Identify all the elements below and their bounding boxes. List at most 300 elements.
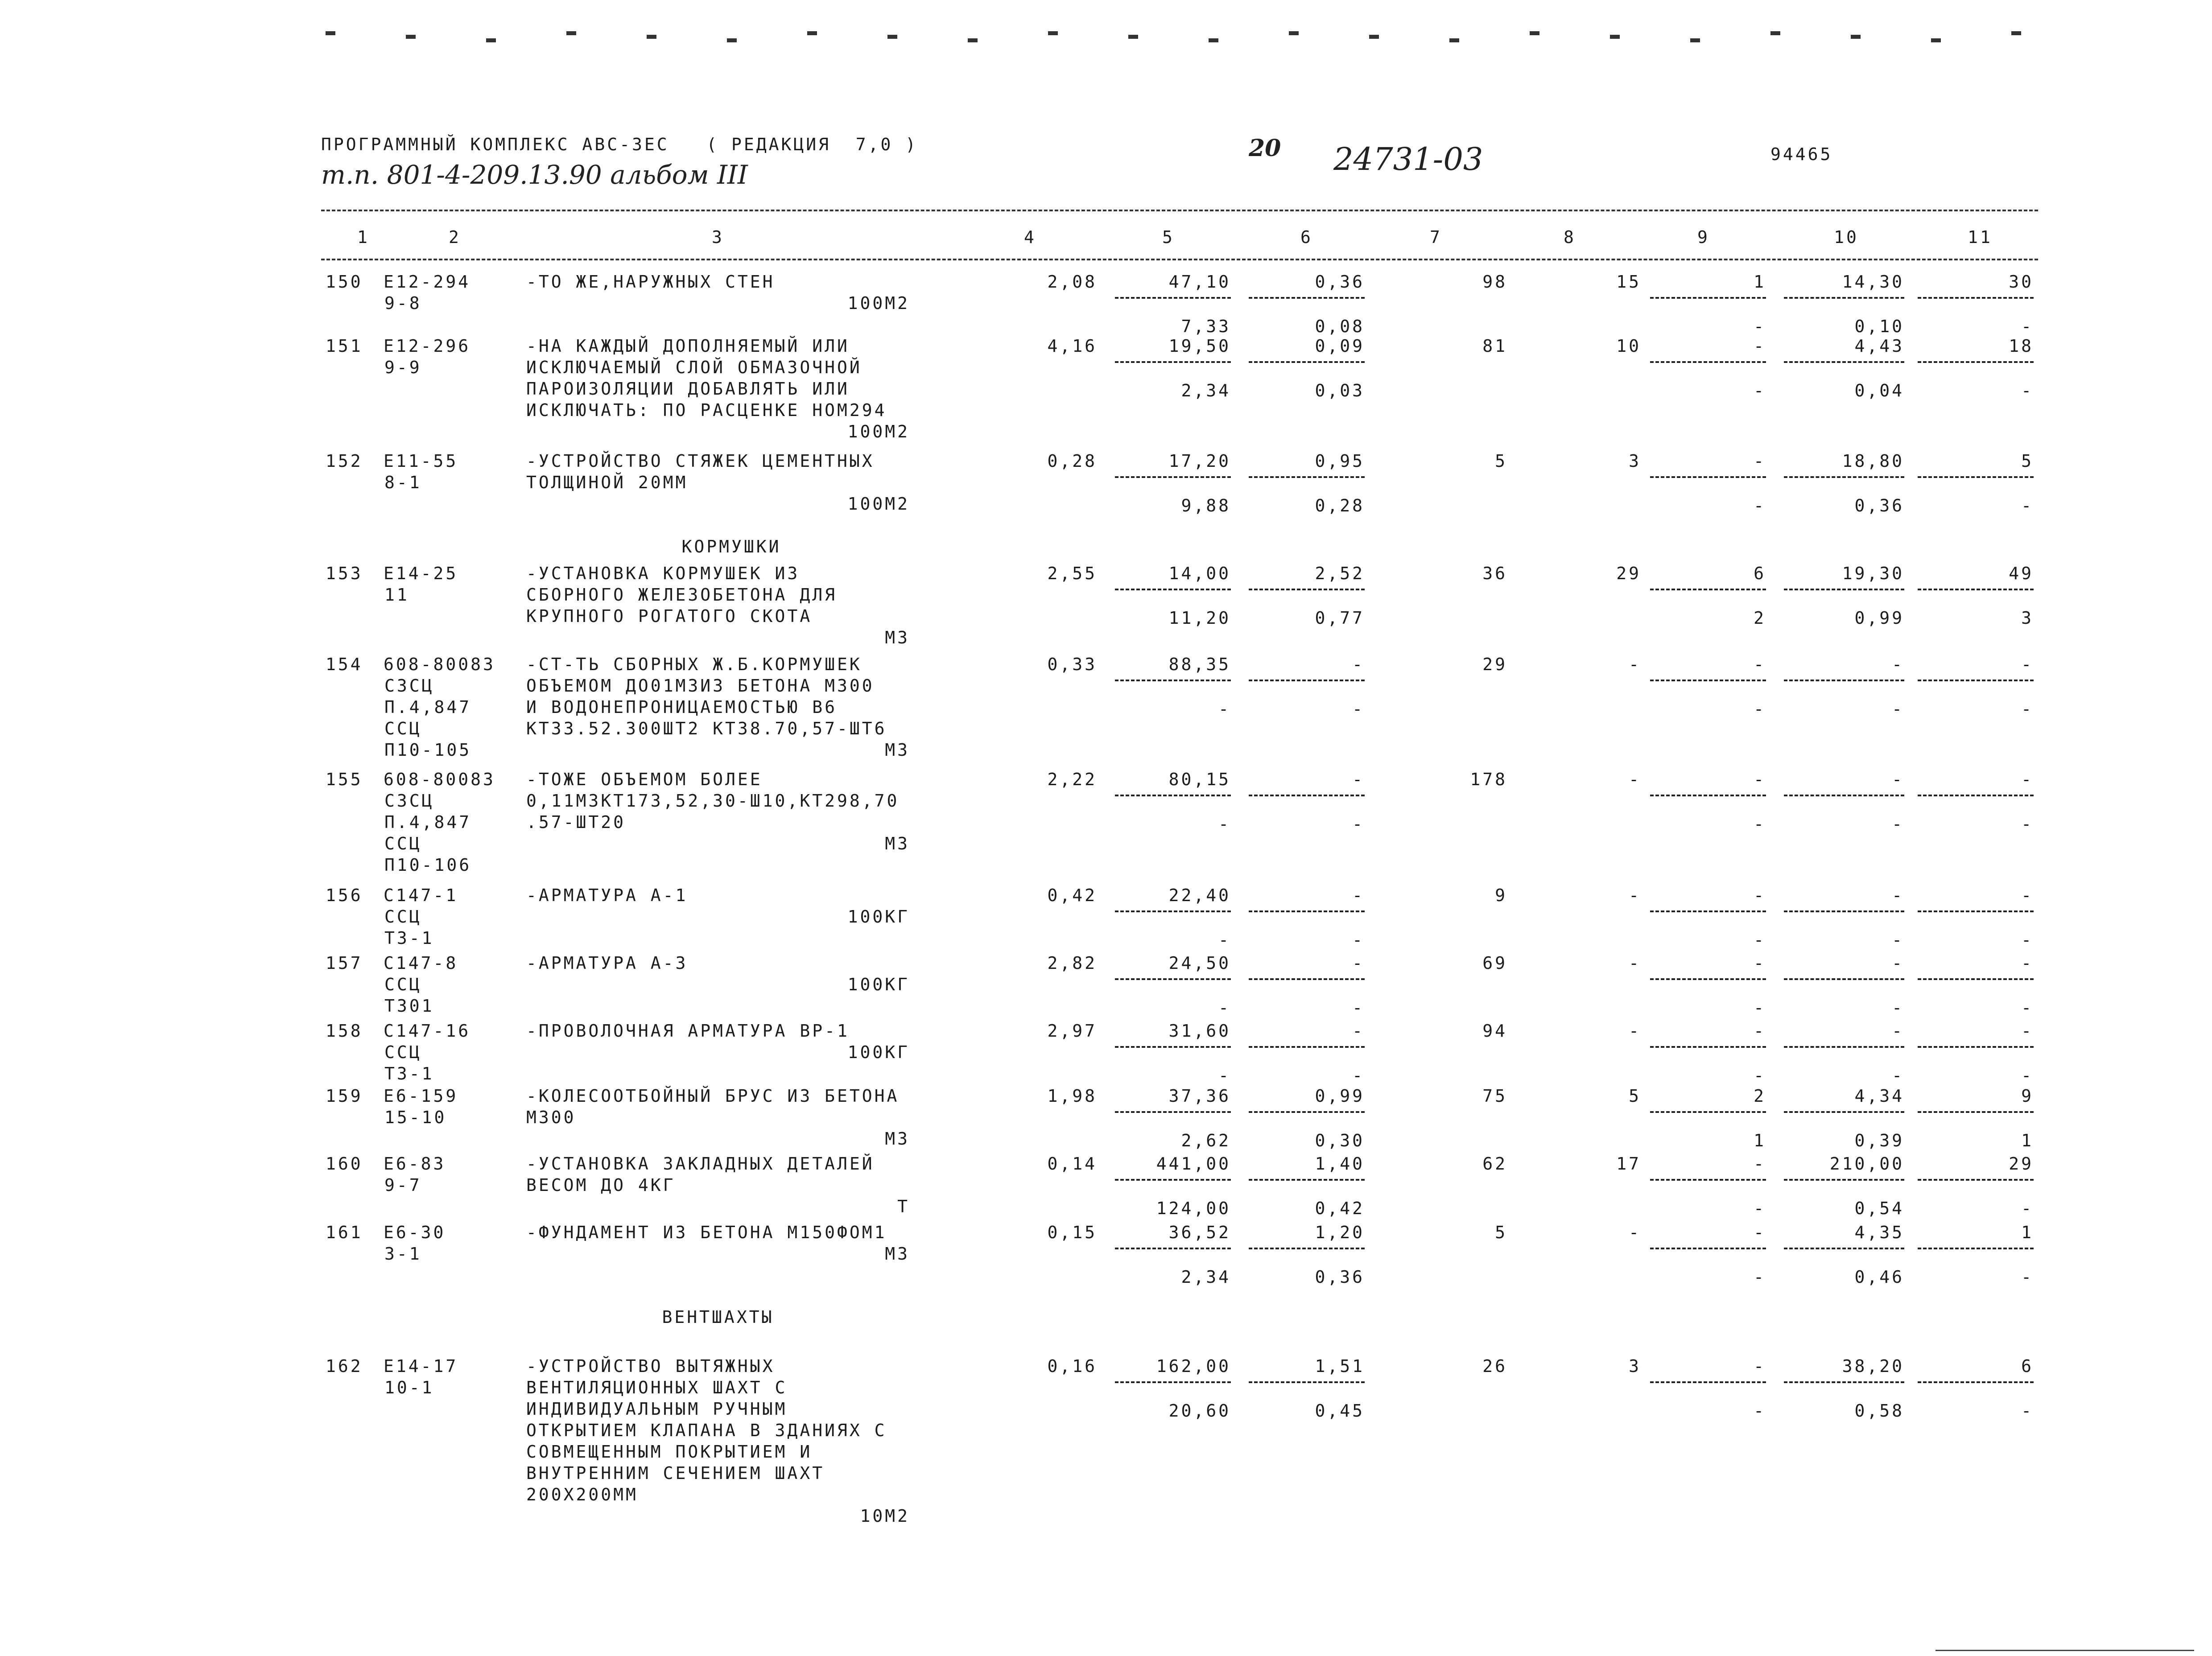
col11-divider (1918, 680, 2034, 681)
document-number: 94465 (1770, 144, 1833, 164)
col10-divider (1784, 680, 1904, 681)
row-number: 153 (326, 564, 363, 583)
col10-upper: 19,30 (1842, 564, 1904, 583)
col5-lower: 20,60 (1168, 1401, 1231, 1421)
col7-cell: 62 (1482, 1154, 1507, 1174)
col10-lower: - (1892, 998, 1904, 1017)
rate-code: Е6-159 (384, 1086, 458, 1106)
col10-divider (1784, 795, 1904, 796)
col9-divider (1650, 361, 1766, 363)
col10-divider (1784, 1179, 1904, 1181)
rate-code: СЗСЦ (384, 676, 434, 696)
col11-upper: - (2021, 886, 2034, 905)
quantity-cell: 4,16 (1047, 336, 1097, 356)
column-header-2: 2 (449, 227, 461, 247)
col11-divider (1918, 1179, 2034, 1181)
margin-mark (1530, 31, 1539, 35)
col7-cell: 178 (1470, 770, 1507, 789)
col9-divider (1650, 476, 1766, 478)
col11-upper: 5 (2021, 451, 2034, 471)
col5-divider (1115, 1381, 1231, 1383)
section-title-kormushki: КОРМУШКИ (681, 537, 781, 556)
col5-upper: 88,35 (1168, 655, 1231, 674)
margin-mark (968, 38, 978, 42)
margin-mark (406, 35, 416, 39)
col8-cell: 15 (1616, 272, 1641, 292)
col9-divider (1650, 1179, 1766, 1181)
col9-divider (1650, 589, 1766, 590)
quantity-cell: 2,22 (1047, 770, 1097, 789)
col11-lower: - (2021, 814, 2034, 834)
rate-code: Е12-294 (384, 272, 471, 292)
col6-upper: 2,52 (1315, 564, 1365, 583)
col10-divider (1784, 297, 1904, 299)
col11-lower: - (2021, 496, 2034, 515)
col9-lower: - (1754, 699, 1766, 719)
col8-cell: - (1629, 655, 1641, 674)
col10-upper: 4,35 (1854, 1223, 1904, 1242)
col6-upper: 1,51 (1315, 1356, 1365, 1376)
col10-upper: - (1892, 886, 1904, 905)
col7-cell: 81 (1482, 336, 1507, 356)
unit-of-measure: М3 (885, 1129, 910, 1149)
work-description: .57-ШТ20 (526, 812, 626, 832)
rate-code: 3-1 (384, 1244, 422, 1264)
unit-of-measure: М3 (885, 740, 910, 760)
col9-upper: - (1754, 1356, 1766, 1376)
col6-lower: - (1352, 930, 1365, 950)
handwritten-album-reference: т.п. 801-4-209.13.90 альбом III (321, 160, 748, 190)
col10-upper: 210,00 (1829, 1154, 1904, 1174)
margin-mark (1449, 38, 1459, 42)
col9-upper: - (1754, 1154, 1766, 1174)
col9-upper: 2 (1754, 1086, 1766, 1106)
margin-mark (1369, 35, 1379, 39)
margin-mark (807, 31, 817, 35)
col5-lower: 9,88 (1181, 496, 1231, 515)
row-number: 156 (326, 886, 363, 905)
col11-lower: 3 (2021, 608, 2034, 628)
work-description: -УСТРОЙСТВО ВЫТЯЖНЫХ (526, 1356, 775, 1376)
column-header-9: 9 (1697, 227, 1710, 247)
rate-code: 9-9 (384, 358, 422, 377)
margin-mark (566, 31, 576, 35)
col5-lower: - (1218, 814, 1231, 834)
rate-code: 10-1 (384, 1378, 434, 1397)
col6-divider (1249, 680, 1365, 681)
margin-mark (1048, 31, 1058, 35)
col10-divider (1784, 1248, 1904, 1249)
col5-divider (1115, 1179, 1231, 1181)
col5-upper: 24,50 (1168, 953, 1231, 973)
work-description: ВЕНТИЛЯЦИОННЫХ ШАХТ С (526, 1378, 788, 1397)
col10-lower: - (1892, 1066, 1904, 1085)
col9-lower: - (1754, 381, 1766, 400)
col10-divider (1784, 361, 1904, 363)
col8-cell: 3 (1629, 451, 1641, 471)
col5-divider (1115, 910, 1231, 912)
col5-divider (1115, 1111, 1231, 1113)
col11-divider (1918, 1381, 2034, 1383)
col10-lower: 0,54 (1854, 1199, 1904, 1218)
col9-upper: - (1754, 451, 1766, 471)
work-description: -ФУНДАМЕНТ ИЗ БЕТОНА М150ФОМ1 (526, 1223, 887, 1242)
margin-mark (1128, 35, 1138, 39)
col5-divider (1115, 361, 1231, 363)
col11-upper: - (2021, 655, 2034, 674)
col5-upper: 162,00 (1156, 1356, 1231, 1376)
col8-cell: - (1629, 953, 1641, 973)
col6-divider (1249, 1248, 1365, 1249)
rate-code: 608-80083 (384, 770, 495, 789)
rate-code: С147-16 (384, 1021, 471, 1041)
col6-lower: 0,30 (1315, 1131, 1365, 1150)
rate-code: Е11-55 (384, 451, 458, 471)
col5-lower: - (1218, 998, 1231, 1017)
col9-divider (1650, 297, 1766, 299)
col8-cell: 29 (1616, 564, 1641, 583)
rate-code: 9-8 (384, 293, 422, 313)
col5-upper: 14,00 (1168, 564, 1231, 583)
work-description: -УСТАНОВКА ЗАКЛАДНЫХ ДЕТАЛЕЙ (526, 1154, 875, 1174)
unit-of-measure: 100М2 (847, 422, 910, 441)
col11-divider (1918, 589, 2034, 590)
col8-cell: 5 (1629, 1086, 1641, 1106)
col6-divider (1249, 361, 1365, 363)
col9-lower: - (1754, 1066, 1766, 1085)
column-header-11: 11 (1968, 227, 1993, 247)
col10-upper: - (1892, 1021, 1904, 1041)
row-number: 157 (326, 953, 363, 973)
col9-lower: - (1754, 317, 1766, 336)
col6-upper: 0,99 (1315, 1086, 1365, 1106)
rate-code: Е14-17 (384, 1356, 458, 1376)
col11-lower: - (2021, 998, 2034, 1017)
col5-lower: 2,34 (1181, 1267, 1231, 1287)
col10-divider (1784, 476, 1904, 478)
col11-upper: 30 (2009, 272, 2034, 292)
col10-upper: - (1892, 770, 1904, 789)
col11-upper: - (2021, 953, 2034, 973)
work-description: ОБЪЕМОМ ДО01М3ИЗ БЕТОНА М300 (526, 676, 875, 696)
col5-upper: 47,10 (1168, 272, 1231, 292)
col8-cell: 17 (1616, 1154, 1641, 1174)
col5-divider (1115, 297, 1231, 299)
col11-divider (1918, 361, 2034, 363)
header-rule-bottom (321, 259, 2038, 260)
quantity-cell: 0,42 (1047, 886, 1097, 905)
rate-code: 11 (384, 585, 409, 605)
rate-code: ССЦ (384, 834, 422, 853)
col7-cell: 9 (1495, 886, 1507, 905)
col5-upper: 17,20 (1168, 451, 1231, 471)
unit-of-measure: 100КГ (847, 1042, 910, 1062)
rate-code: ССЦ (384, 719, 422, 738)
column-header-4: 4 (1024, 227, 1036, 247)
quantity-cell: 2,82 (1047, 953, 1097, 973)
col11-upper: 18 (2009, 336, 2034, 356)
margin-mark (647, 35, 656, 39)
section-title-ventshakhty: ВЕНТШАХТЫ (662, 1307, 774, 1327)
col9-upper: - (1754, 1021, 1766, 1041)
work-description: -АРМАТУРА А-1 (526, 886, 688, 905)
col10-divider (1784, 1111, 1904, 1113)
col6-divider (1249, 910, 1365, 912)
col5-lower: 2,62 (1181, 1131, 1231, 1150)
col10-lower: 0,99 (1854, 608, 1904, 628)
rate-code: ССЦ (384, 907, 422, 927)
margin-mark (486, 38, 496, 42)
quantity-cell: 0,15 (1047, 1223, 1097, 1242)
bottom-edge-line (1936, 1650, 2194, 1651)
col10-lower: 0,10 (1854, 317, 1904, 336)
work-description: ВНУТРЕННИМ СЕЧЕНИЕМ ШАХТ (526, 1463, 825, 1483)
col9-upper: - (1754, 953, 1766, 973)
rate-code: П.4,847 (384, 697, 472, 717)
work-description: -ТО ЖЕ,НАРУЖНЫХ СТЕН (526, 272, 775, 292)
col9-upper: - (1754, 655, 1766, 674)
row-number: 155 (326, 770, 363, 789)
col10-lower: 0,39 (1854, 1131, 1904, 1150)
rate-code: 8-1 (384, 473, 422, 492)
col11-upper: - (2021, 770, 2034, 789)
quantity-cell: 2,97 (1047, 1021, 1097, 1041)
col10-upper: 4,43 (1854, 336, 1904, 356)
col6-divider (1249, 589, 1365, 590)
col6-divider (1249, 978, 1365, 980)
col9-upper: 6 (1754, 564, 1766, 583)
col6-lower: 0,42 (1315, 1199, 1365, 1218)
col5-lower: 124,00 (1156, 1199, 1231, 1218)
work-description: СБОРНОГО ЖЕЛЕЗОБЕТОНА ДЛЯ (526, 585, 837, 605)
rate-code: 608-80083 (384, 655, 495, 674)
col11-divider (1918, 297, 2034, 299)
col5-upper: 80,15 (1168, 770, 1231, 789)
rate-code: П10-105 (384, 740, 472, 760)
quantity-cell: 2,08 (1047, 272, 1097, 292)
col11-upper: 6 (2021, 1356, 2034, 1376)
row-number: 151 (326, 336, 363, 356)
col11-upper: 29 (2009, 1154, 2034, 1174)
col5-upper: 19,50 (1168, 336, 1231, 356)
margin-mark (727, 38, 737, 42)
col6-lower: 0,77 (1315, 608, 1365, 628)
col11-lower: - (2021, 1401, 2034, 1421)
col5-divider (1115, 476, 1231, 478)
rate-code: Е12-296 (384, 336, 471, 356)
col10-divider (1784, 910, 1904, 912)
col10-lower: 0,58 (1854, 1401, 1904, 1421)
col6-lower: 0,08 (1315, 317, 1365, 336)
col7-cell: 26 (1482, 1356, 1507, 1376)
quantity-cell: 1,98 (1047, 1086, 1097, 1106)
quantity-cell: 0,28 (1047, 451, 1097, 471)
col7-cell: 69 (1482, 953, 1507, 973)
work-description: М300 (526, 1108, 576, 1127)
col9-divider (1650, 1381, 1766, 1383)
work-description: КРУПНОГО РОГАТОГО СКОТА (526, 606, 813, 626)
col10-lower: 0,36 (1854, 496, 1904, 515)
column-header-6: 6 (1300, 227, 1313, 247)
rate-code: П10-106 (384, 855, 472, 875)
col11-lower: - (2021, 381, 2034, 400)
rate-code: ССЦ (384, 1042, 422, 1062)
program-title: ПРОГРАММНЫЙ КОМПЛЕКС АВС-ЗЕС ( РЕДАКЦИЯ 7,0 ) (321, 135, 918, 154)
column-header-7: 7 (1430, 227, 1442, 247)
column-header-8: 8 (1564, 227, 1576, 247)
col5-divider (1115, 680, 1231, 681)
col8-cell: - (1629, 886, 1641, 905)
col6-lower: - (1352, 1066, 1365, 1085)
margin-mark (1209, 38, 1218, 42)
col9-lower: 1 (1754, 1131, 1766, 1150)
col11-upper: 49 (2009, 564, 2034, 583)
row-number: 152 (326, 451, 363, 471)
col5-lower: - (1218, 699, 1231, 719)
rate-code: Е14-25 (384, 564, 458, 583)
col6-upper: 0,36 (1315, 272, 1365, 292)
col7-cell: 36 (1482, 564, 1507, 583)
col9-divider (1650, 1046, 1766, 1048)
col10-divider (1784, 1381, 1904, 1383)
work-description: -СТ-ТЬ СБОРНЫХ Ж.Б.КОРМУШЕК (526, 655, 862, 674)
row-number: 150 (326, 272, 363, 292)
col9-lower: - (1754, 814, 1766, 834)
column-header-1: 1 (357, 227, 370, 247)
col7-cell: 94 (1482, 1021, 1507, 1041)
col6-lower: - (1352, 814, 1365, 834)
col8-cell: - (1629, 770, 1641, 789)
rate-code: СЗСЦ (384, 791, 434, 811)
col11-lower: 1 (2021, 1131, 2034, 1150)
col6-divider (1249, 1046, 1365, 1048)
column-header-3: 3 (712, 227, 724, 247)
col9-upper: 1 (1754, 272, 1766, 292)
rate-code: 9-7 (384, 1175, 422, 1195)
col11-lower: - (2021, 1267, 2034, 1287)
work-description: КТ33.52.300ШТ2 КТ38.70,57-ШТ6 (526, 719, 887, 738)
col8-cell: - (1629, 1021, 1641, 1041)
col9-divider (1650, 978, 1766, 980)
col6-upper: - (1352, 1021, 1365, 1041)
col6-upper: 1,40 (1315, 1154, 1365, 1174)
col9-upper: - (1754, 336, 1766, 356)
rate-code: С147-1 (384, 886, 458, 905)
work-description: -УСТРОЙСТВО СТЯЖЕК ЦЕМЕНТНЫХ (526, 451, 875, 471)
col9-upper: - (1754, 770, 1766, 789)
col6-upper: 1,20 (1315, 1223, 1365, 1242)
col6-lower: 0,36 (1315, 1267, 1365, 1287)
col10-lower: 0,46 (1854, 1267, 1904, 1287)
col5-lower: - (1218, 930, 1231, 950)
col11-lower: - (2021, 1066, 2034, 1085)
col10-lower: 0,04 (1854, 381, 1904, 400)
col6-upper: - (1352, 953, 1365, 973)
unit-of-measure: М3 (885, 628, 910, 647)
col6-divider (1249, 297, 1365, 299)
col6-upper: 0,95 (1315, 451, 1365, 471)
col5-lower: 11,20 (1168, 608, 1231, 628)
rate-code: Т301 (384, 996, 434, 1016)
col6-upper: - (1352, 770, 1365, 789)
work-description: 200Х200ММ (526, 1485, 638, 1504)
col6-lower: 0,45 (1315, 1401, 1365, 1421)
col7-cell: 29 (1482, 655, 1507, 674)
col10-divider (1784, 978, 1904, 980)
col6-divider (1249, 1111, 1365, 1113)
margin-mark (1851, 35, 1861, 39)
col11-lower: - (2021, 930, 2034, 950)
margin-mark (887, 35, 897, 39)
col9-lower: - (1754, 496, 1766, 515)
col9-divider (1650, 1111, 1766, 1113)
work-description: ТОЛЩИНОЙ 20ММ (526, 473, 688, 492)
unit-of-measure: 10М2 (860, 1506, 910, 1526)
quantity-cell: 0,33 (1047, 655, 1097, 674)
work-description: ИСКЛЮЧАЕМЫЙ СЛОЙ ОБМАЗОЧНОЙ (526, 358, 862, 377)
quantity-cell: 0,16 (1047, 1356, 1097, 1376)
col11-divider (1918, 1046, 2034, 1048)
work-description: ПАРОИЗОЛЯЦИИ ДОБАВЛЯТЬ ИЛИ (526, 379, 850, 399)
work-description: -ПРОВОЛОЧНАЯ АРМАТУРА ВР-1 (526, 1021, 850, 1041)
rate-code: 15-10 (384, 1108, 447, 1127)
col5-upper: 37,36 (1168, 1086, 1231, 1106)
col5-lower: 7,33 (1181, 317, 1231, 336)
col6-upper: - (1352, 886, 1365, 905)
col6-lower: 0,28 (1315, 496, 1365, 515)
col5-lower: - (1218, 1066, 1231, 1085)
col8-cell: 3 (1629, 1356, 1641, 1376)
col9-lower: - (1754, 998, 1766, 1017)
col10-divider (1784, 1046, 1904, 1048)
col5-divider (1115, 589, 1231, 590)
unit-of-measure: 100М2 (847, 494, 910, 514)
col5-divider (1115, 1046, 1231, 1048)
col11-lower: - (2021, 699, 2034, 719)
header-rule-top (321, 210, 2038, 211)
row-number: 159 (326, 1086, 363, 1106)
col10-divider (1784, 589, 1904, 590)
col6-upper: 0,09 (1315, 336, 1365, 356)
col7-cell: 5 (1495, 451, 1507, 471)
row-number: 162 (326, 1356, 363, 1376)
work-description: СОВМЕЩЕННЫМ ПОКРЫТИЕМ И (526, 1442, 813, 1462)
row-number: 154 (326, 655, 363, 674)
col9-divider (1650, 795, 1766, 796)
col7-cell: 75 (1482, 1086, 1507, 1106)
col9-divider (1650, 1248, 1766, 1249)
unit-of-measure: 100КГ (847, 975, 910, 994)
work-description: 0,11М3КТ173,52,30-Ш10,КТ298,70 (526, 791, 900, 811)
work-description: И ВОДОНЕПРОНИЦАЕМОСТЬЮ В6 (526, 697, 837, 717)
col8-cell: - (1629, 1223, 1641, 1242)
col8-cell: 10 (1616, 336, 1641, 356)
column-header-10: 10 (1834, 227, 1859, 247)
col6-upper: - (1352, 655, 1365, 674)
col9-divider (1650, 910, 1766, 912)
col9-lower: - (1754, 930, 1766, 950)
page-number: 20 (1249, 135, 1281, 162)
col10-lower: - (1892, 930, 1904, 950)
col6-lower: 0,03 (1315, 381, 1365, 400)
unit-of-measure: М3 (885, 834, 910, 853)
row-number: 161 (326, 1223, 363, 1242)
work-description: ИНДИВИДУАЛЬНЫМ РУЧНЫМ (526, 1399, 788, 1419)
col9-lower: - (1754, 1267, 1766, 1287)
col6-lower: - (1352, 699, 1365, 719)
work-description: -АРМАТУРА А-3 (526, 953, 688, 973)
margin-mark (1690, 38, 1700, 42)
